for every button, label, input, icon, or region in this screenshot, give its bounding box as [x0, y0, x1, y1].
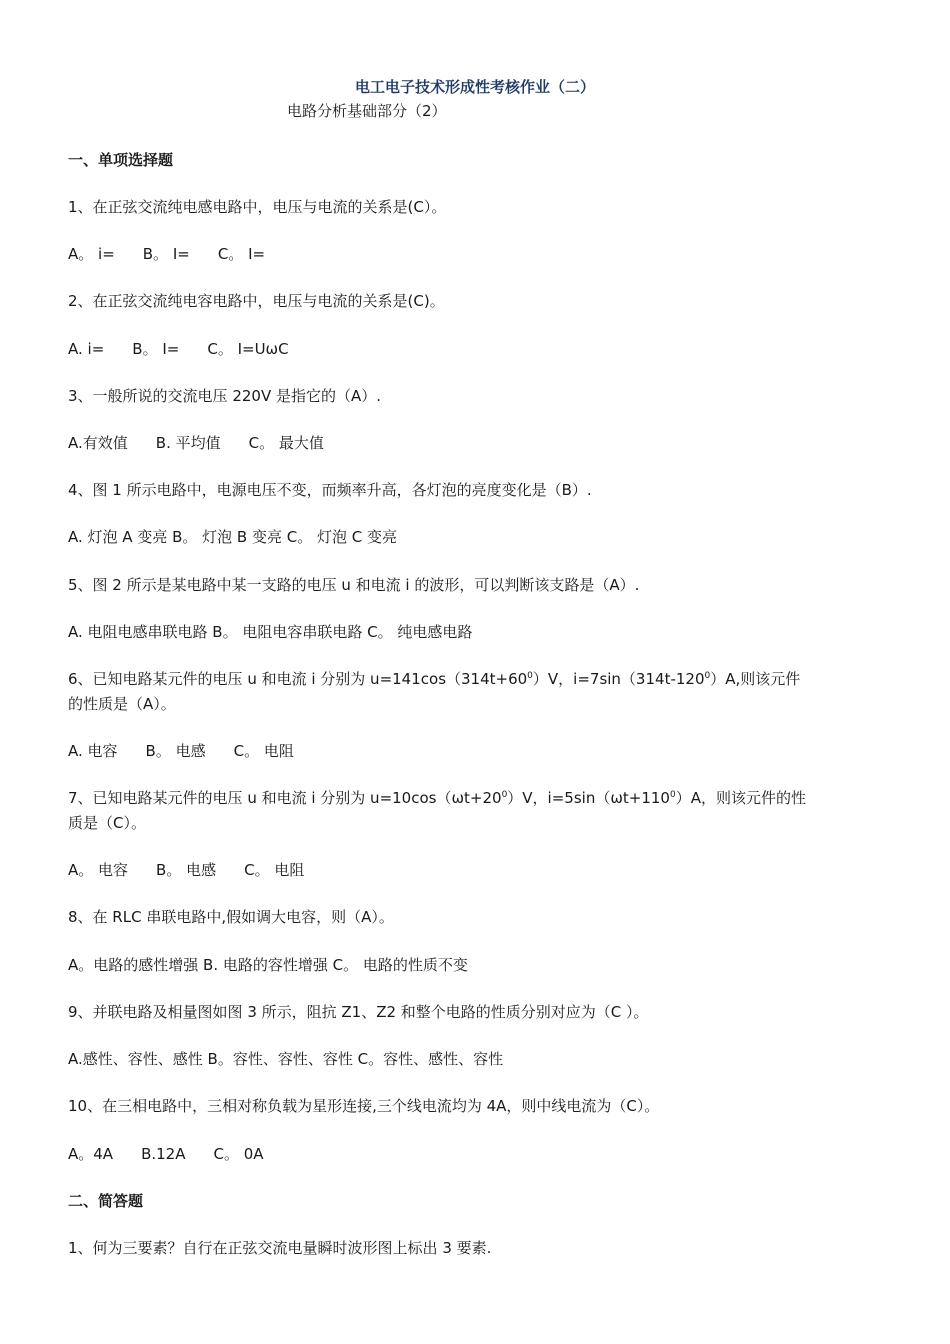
question-2: 2、在正弦交流纯电容电路中，电压与电流的关系是(C)。 [68, 292, 445, 310]
question-10-options [68, 1142, 888, 1166]
question-5-options: A. 电阻电感串联电路 B。 电阻电容串联电路 C。 纯电感电路 [68, 623, 473, 641]
option-b: B. 平均值 [155, 434, 221, 452]
question-4: 4、图 1 所示电路中，电源电压不变，而频率升高，各灯泡的亮度变化是（B）. [68, 481, 592, 499]
section-heading-short-answer: 二、简答题 [68, 1192, 144, 1210]
option-c: C。 最大值 [248, 434, 324, 452]
document-title: 电工电子技术形成性考核作业（二） [354, 78, 595, 96]
question-5: 5、图 2 所示是某电路中某一支路的电压 u 和电流 i 的波形，可以判断该支路是（A）. [68, 576, 640, 594]
question-1-options [68, 242, 888, 266]
option-a: A. 电容 [68, 742, 118, 760]
question-3-options [68, 431, 888, 455]
option-a: A. i= [68, 340, 105, 358]
question-1: 1、在正弦交流纯电感电路中，电压与电流的关系是(C）。 [68, 198, 447, 216]
question-7-options [68, 858, 888, 882]
option-a: A。4A [68, 1145, 114, 1163]
question-3: 3、一般所说的交流电压 220V 是指它的（A）. [68, 387, 382, 405]
question-7: 7、已知电路某元件的电压 u 和电流 i 分别为 $u=10\cos(\omega t+20^0)V$，$i=5\sin(\omega t+110^0)A$，则该元件的性 [68, 789, 806, 807]
question-7-continued: 质是（C）。 [68, 814, 146, 832]
question-6-options [68, 739, 888, 763]
option-b: B。 I= [142, 245, 190, 263]
question-8: 8、在 RLC 串联电路中,假如调大电容，则（A）。 [68, 908, 394, 926]
question-9: 9、并联电路及相量图如图 3 所示，阻抗 Z1、Z2 和整个电路的性质分别对应为（C ）。 [68, 1003, 649, 1021]
option-b: B.12A [141, 1145, 186, 1163]
question-8-options: A。电路的感性增强 B. 电路的容性增强 C。 电路的性质不变 [68, 956, 468, 974]
section-heading-choice: 一、单项选择题 [68, 151, 174, 169]
question-6-continued: 的性质是（A）。 [68, 695, 176, 713]
option-a: A.有效值 [68, 434, 128, 452]
option-c: C。 I= [217, 245, 266, 263]
option-b: B。 电感 [156, 861, 217, 879]
option-b: B。 I= [132, 340, 180, 358]
option-a: A。 i= [68, 245, 115, 263]
short-answer-question-1: 1、何为三要素？自行在正弦交流电量瞬时波形图上标出 3 要素. [68, 1239, 492, 1257]
document-subtitle: 电路分析基础部分（2） [287, 102, 447, 120]
option-c: C。 电阻 [244, 861, 305, 879]
option-c: C。 0A [213, 1145, 264, 1163]
question-9-options: A.感性、容性、感性 B。容性、容性、容性 C。容性、感性、容性 [68, 1050, 504, 1068]
question-2-options [68, 337, 888, 361]
option-c: C。 I=UωC [207, 340, 289, 358]
question-4-options: A. 灯泡 A 变亮 B。 灯泡 B 变亮 C。 灯泡 C 变亮 [68, 528, 398, 546]
question-6: 6、已知电路某元件的电压 u 和电流 i 分别为 $u=141\cos(314t+60^0)V$，$i=7\sin(314t-120^0)A$,则该元件 [68, 670, 801, 688]
option-c: C。 电阻 [233, 742, 294, 760]
question-10: 10、在三相电路中，三相对称负载为星形连接,三个线电流均为 4A，则中线电流为（C）。 [68, 1097, 660, 1115]
option-a: A。 电容 [68, 861, 129, 879]
option-b: B。 电感 [145, 742, 206, 760]
